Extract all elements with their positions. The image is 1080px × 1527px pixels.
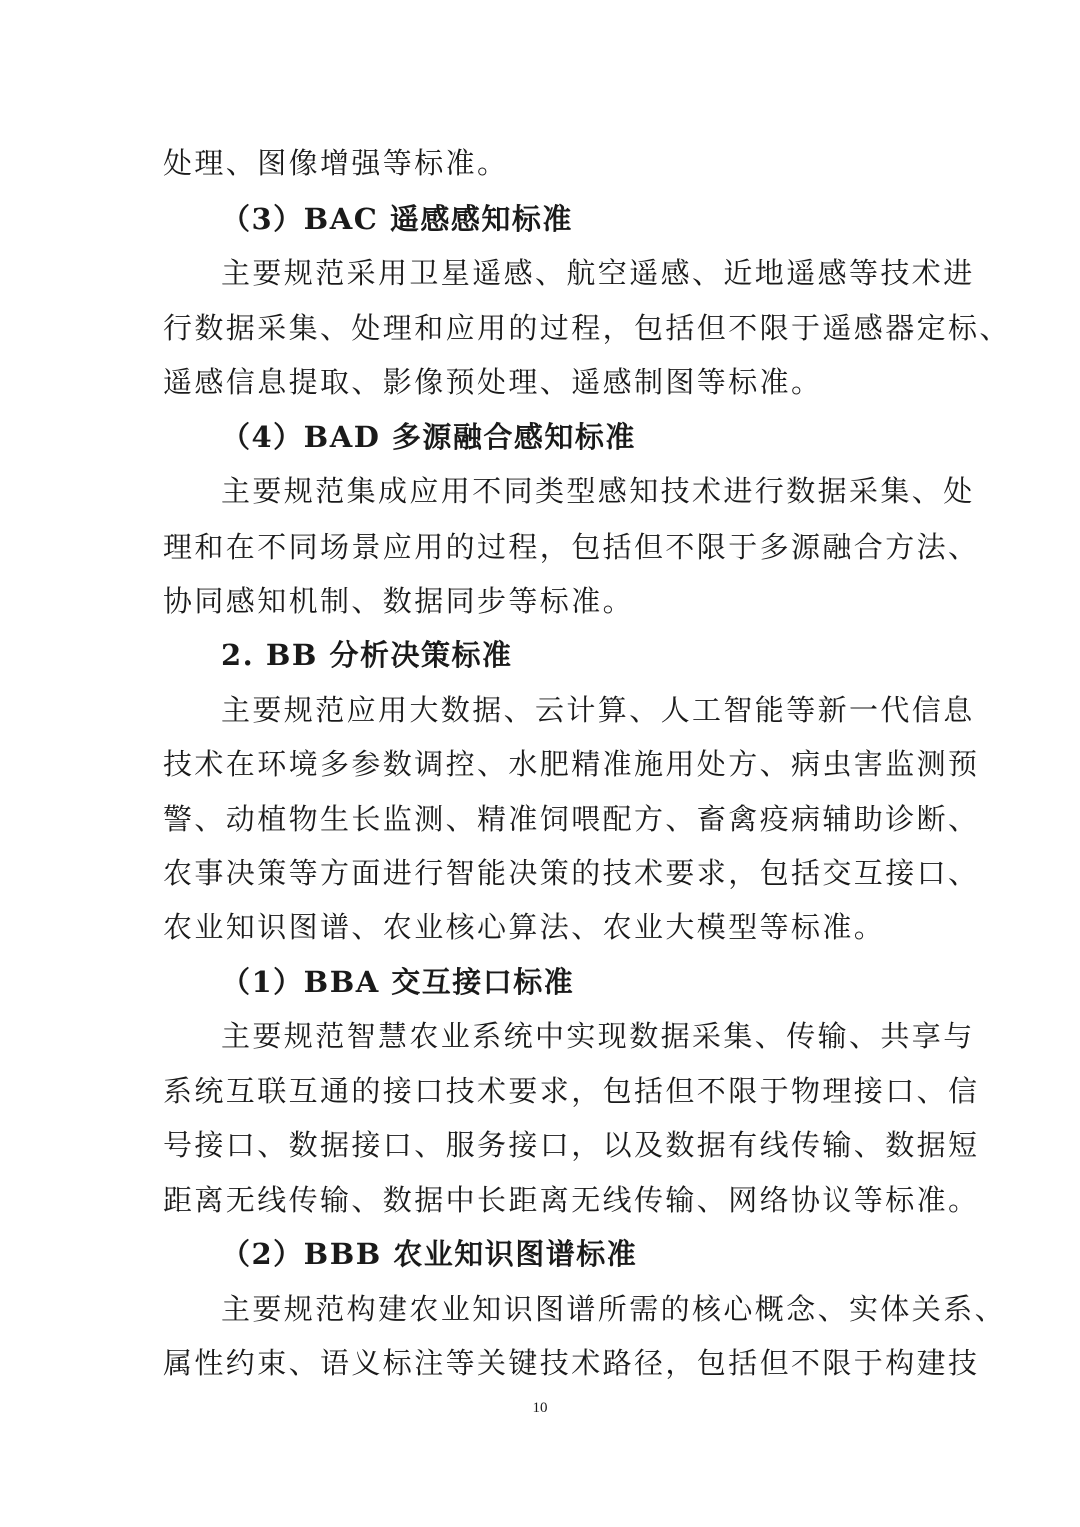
- page-number: 10: [532, 1400, 548, 1416]
- paragraph-line: 主要规范构建农业知识图谱所需的核心概念、实体关系、: [221, 1292, 1007, 1326]
- section-heading: （3）BAC 遥感感知标准: [221, 202, 573, 236]
- paragraph-line: 技术在环境多参数调控、水肥精准施用处方、病虫害监测预: [163, 747, 980, 781]
- paragraph-line: 属性约束、语义标注等关键技术路径，包括但不限于构建技: [163, 1346, 980, 1380]
- paragraph-line: 距离无线传输、数据中长距离无线传输、网络协议等标准。: [163, 1183, 980, 1217]
- paragraph-line: 主要规范集成应用不同类型感知技术进行数据采集、处: [221, 474, 975, 508]
- paragraph-line: 理和在不同场景应用的过程，包括但不限于多源融合方法、: [163, 530, 980, 564]
- section-heading: 2. BB 分析决策标准: [221, 638, 513, 672]
- paragraph-line: 农业知识图谱、农业核心算法、农业大模型等标准。: [163, 910, 886, 944]
- paragraph-line: 主要规范智慧农业系统中实现数据采集、传输、共享与: [221, 1019, 975, 1053]
- section-heading: （2）BBB 农业知识图谱标准: [221, 1237, 638, 1271]
- paragraph-line: 遥感信息提取、影像预处理、遥感制图等标准。: [163, 365, 823, 399]
- paragraph-line: 处理、图像增强等标准。: [163, 146, 509, 180]
- paragraph-line: 号接口、数据接口、服务接口，以及数据有线传输、数据短: [163, 1128, 980, 1162]
- paragraph-line: 行数据采集、处理和应用的过程，包括但不限于遥感器定标、: [163, 311, 1011, 345]
- section-heading: （1）BBA 交互接口标准: [221, 965, 575, 999]
- paragraph-line: 协同感知机制、数据同步等标准。: [163, 584, 635, 618]
- section-heading: （4）BAD 多源融合感知标准: [221, 420, 636, 454]
- paragraph-line: 主要规范应用大数据、云计算、人工智能等新一代信息: [221, 693, 975, 727]
- paragraph-line: 主要规范采用卫星遥感、航空遥感、近地遥感等技术进: [221, 256, 975, 290]
- paragraph-line: 系统互联互通的接口技术要求，包括但不限于物理接口、信: [163, 1074, 980, 1108]
- paragraph-line: 农事决策等方面进行智能决策的技术要求，包括交互接口、: [163, 856, 980, 890]
- paragraph-line: 警、动植物生长监测、精准饲喂配方、畜禽疫病辅助诊断、: [163, 802, 980, 836]
